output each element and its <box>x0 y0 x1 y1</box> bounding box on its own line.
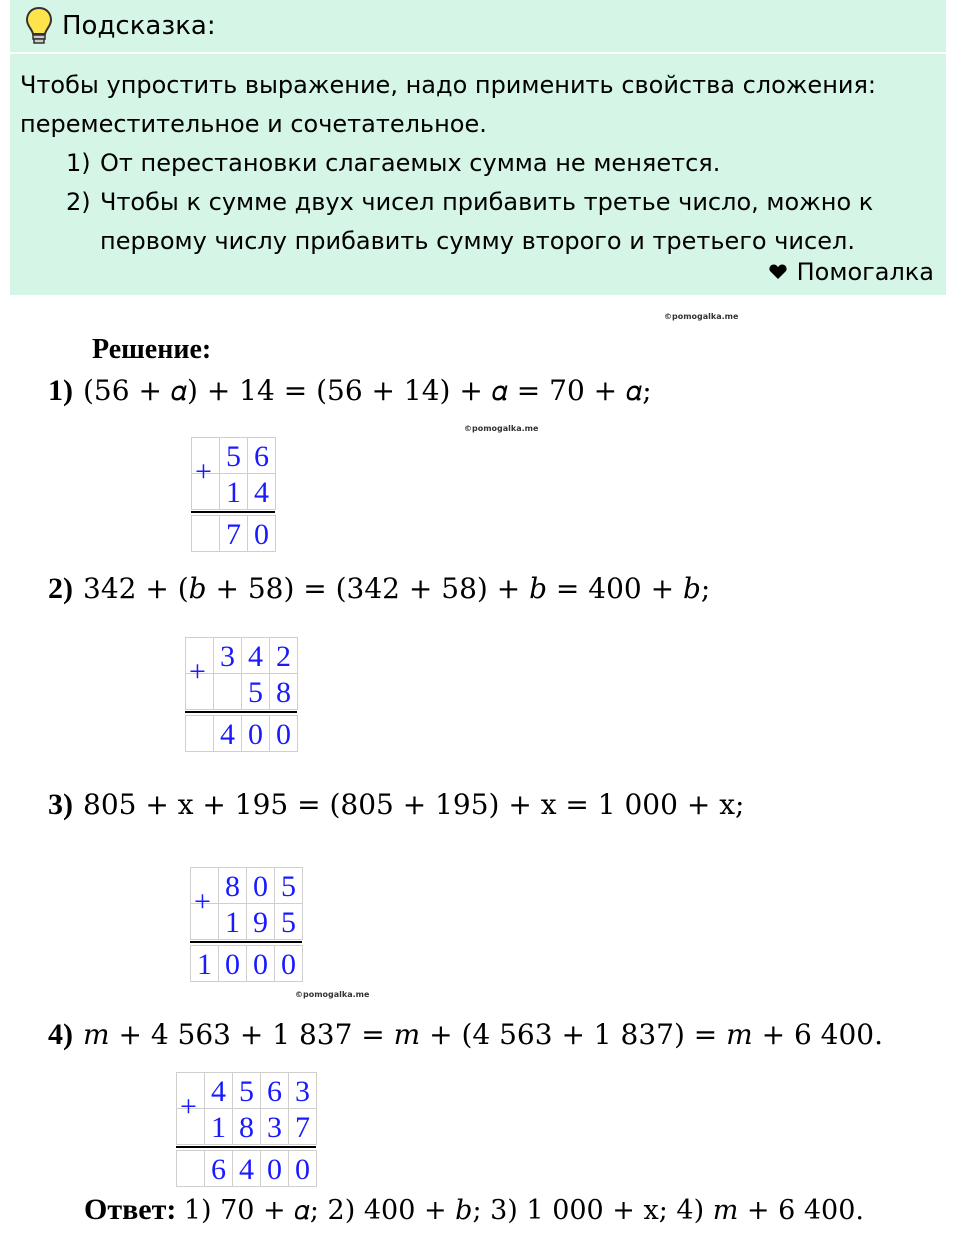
digit-cell: 4 <box>204 1072 233 1109</box>
digit-cell: 0 <box>269 715 298 752</box>
plus-sign: + <box>189 655 206 688</box>
digit-cell: 0 <box>288 1150 317 1187</box>
hint-divider <box>10 52 946 54</box>
digit-cell: 8 <box>218 867 247 904</box>
digit-cell: 6 <box>260 1072 289 1109</box>
digit-cell: 0 <box>274 945 303 982</box>
column-addition-4 <box>176 1072 316 1186</box>
result-row <box>176 1150 316 1186</box>
watermark: ©pomogalka.me <box>295 990 370 999</box>
solution-title: Решение: <box>92 334 212 365</box>
hint-item-text: Чтобы к сумме двух чисел прибавить третье число, можно к первому числу прибавить сумму второго и третьего чисел. <box>100 188 874 255</box>
hint-item-text: От перестановки слагаемых сумма не меняется. <box>100 149 721 177</box>
result-row <box>185 715 297 751</box>
digit-cell: 2 <box>269 637 298 674</box>
addend-row <box>176 1072 316 1108</box>
line-number: 1) <box>48 374 73 407</box>
digit-cell: 9 <box>246 903 275 940</box>
digit-cell: 3 <box>213 637 242 674</box>
digit-cell: 0 <box>247 515 276 552</box>
solution-line-3 <box>48 788 744 822</box>
column-addition-1 <box>191 437 275 551</box>
digit-cell: 4 <box>213 715 242 752</box>
hint-header <box>26 6 216 46</box>
digit-cell: 8 <box>269 673 298 710</box>
hint-list <box>20 144 935 261</box>
digit-cell: 5 <box>274 867 303 904</box>
solution-line-4 <box>48 1018 883 1052</box>
watermark: ©pomogalka.me <box>464 424 539 433</box>
digit-cell: 4 <box>247 473 276 510</box>
column-addition-2 <box>185 637 297 751</box>
digit-cell: 3 <box>260 1108 289 1145</box>
line-number: 2) <box>48 572 73 605</box>
line-expression: 𝑚 + 4 563 + 1 837 = 𝑚 + (4 563 + 1 837) = 𝑚 + 6 400. <box>83 1018 884 1051</box>
answer-text: 1) 70 + 𝛼; 2) 400 + 𝑏; 3) 1 000 + x; 4) 𝑚 + 6 400. <box>183 1195 864 1226</box>
watermark: ©pomogalka.me <box>664 312 739 321</box>
digit-cell: 5 <box>232 1072 261 1109</box>
digit-cell: 5 <box>241 673 270 710</box>
digit-cell: 4 <box>232 1150 261 1187</box>
digit-cell: 7 <box>219 515 248 552</box>
result-row <box>190 945 302 981</box>
digit-cell: 3 <box>288 1072 317 1109</box>
sum-rule <box>185 711 297 713</box>
digit-cell: 1 <box>190 945 219 982</box>
line-expression: (56 + 𝛼) + 14 = (56 + 14) + 𝛼 = 70 + 𝛼; <box>83 374 652 407</box>
solution-line-2 <box>48 572 710 606</box>
digit-cell: 1 <box>218 903 247 940</box>
brand-name: Помогалка <box>796 258 934 286</box>
digit-cell: 7 <box>288 1108 317 1145</box>
plus-sign: + <box>194 885 211 918</box>
plus-sign: + <box>180 1090 197 1123</box>
line-expression: 342 + (𝑏 + 58) = (342 + 58) + 𝑏 = 400 + 𝑏; <box>83 572 711 605</box>
solution-line-1 <box>48 374 652 408</box>
digit-cell: 0 <box>246 945 275 982</box>
lightbulb-icon <box>26 6 52 46</box>
digit-cell <box>176 1150 205 1187</box>
digit-cell: 4 <box>241 637 270 674</box>
hint-item-number: 1) <box>66 149 91 177</box>
hint-title: Подсказка: <box>62 11 216 41</box>
sum-rule <box>190 941 302 943</box>
line-number: 4) <box>48 1018 73 1051</box>
brand-signature <box>769 258 934 286</box>
digit-cell: 6 <box>204 1150 233 1187</box>
sum-rule <box>176 1146 316 1148</box>
hint-box <box>10 0 946 295</box>
line-number: 3) <box>48 788 73 821</box>
plus-sign: + <box>195 455 212 488</box>
digit-cell: 6 <box>247 437 276 474</box>
heart-icon <box>769 264 787 280</box>
digit-cell: 5 <box>219 437 248 474</box>
column-addition-3 <box>190 867 302 981</box>
addend-row <box>176 1108 316 1144</box>
answer-label: Ответ: <box>84 1193 177 1226</box>
line-expression: 805 + x + 195 = (805 + 195) + x = 1 000 + x; <box>83 788 745 821</box>
sum-rule <box>191 511 275 513</box>
digit-cell: 1 <box>219 473 248 510</box>
digit-cell <box>185 715 214 752</box>
answer-line <box>84 1193 864 1227</box>
digit-cell: 0 <box>241 715 270 752</box>
digit-cell: 0 <box>246 867 275 904</box>
hint-item-number: 2) <box>66 188 91 216</box>
hint-intro: Чтобы упростить выражение, надо применить свойства сложения: переместительное и сочетательное. <box>20 71 877 138</box>
digit-cell: 0 <box>218 945 247 982</box>
hint-item <box>66 183 935 261</box>
hint-item <box>66 144 935 183</box>
digit-cell: 0 <box>260 1150 289 1187</box>
digit-cell <box>191 515 220 552</box>
digit-cell: 1 <box>204 1108 233 1145</box>
digit-cell: 5 <box>274 903 303 940</box>
digit-cell <box>213 673 242 710</box>
result-row <box>191 515 275 551</box>
hint-text <box>20 66 935 261</box>
digit-cell: 8 <box>232 1108 261 1145</box>
